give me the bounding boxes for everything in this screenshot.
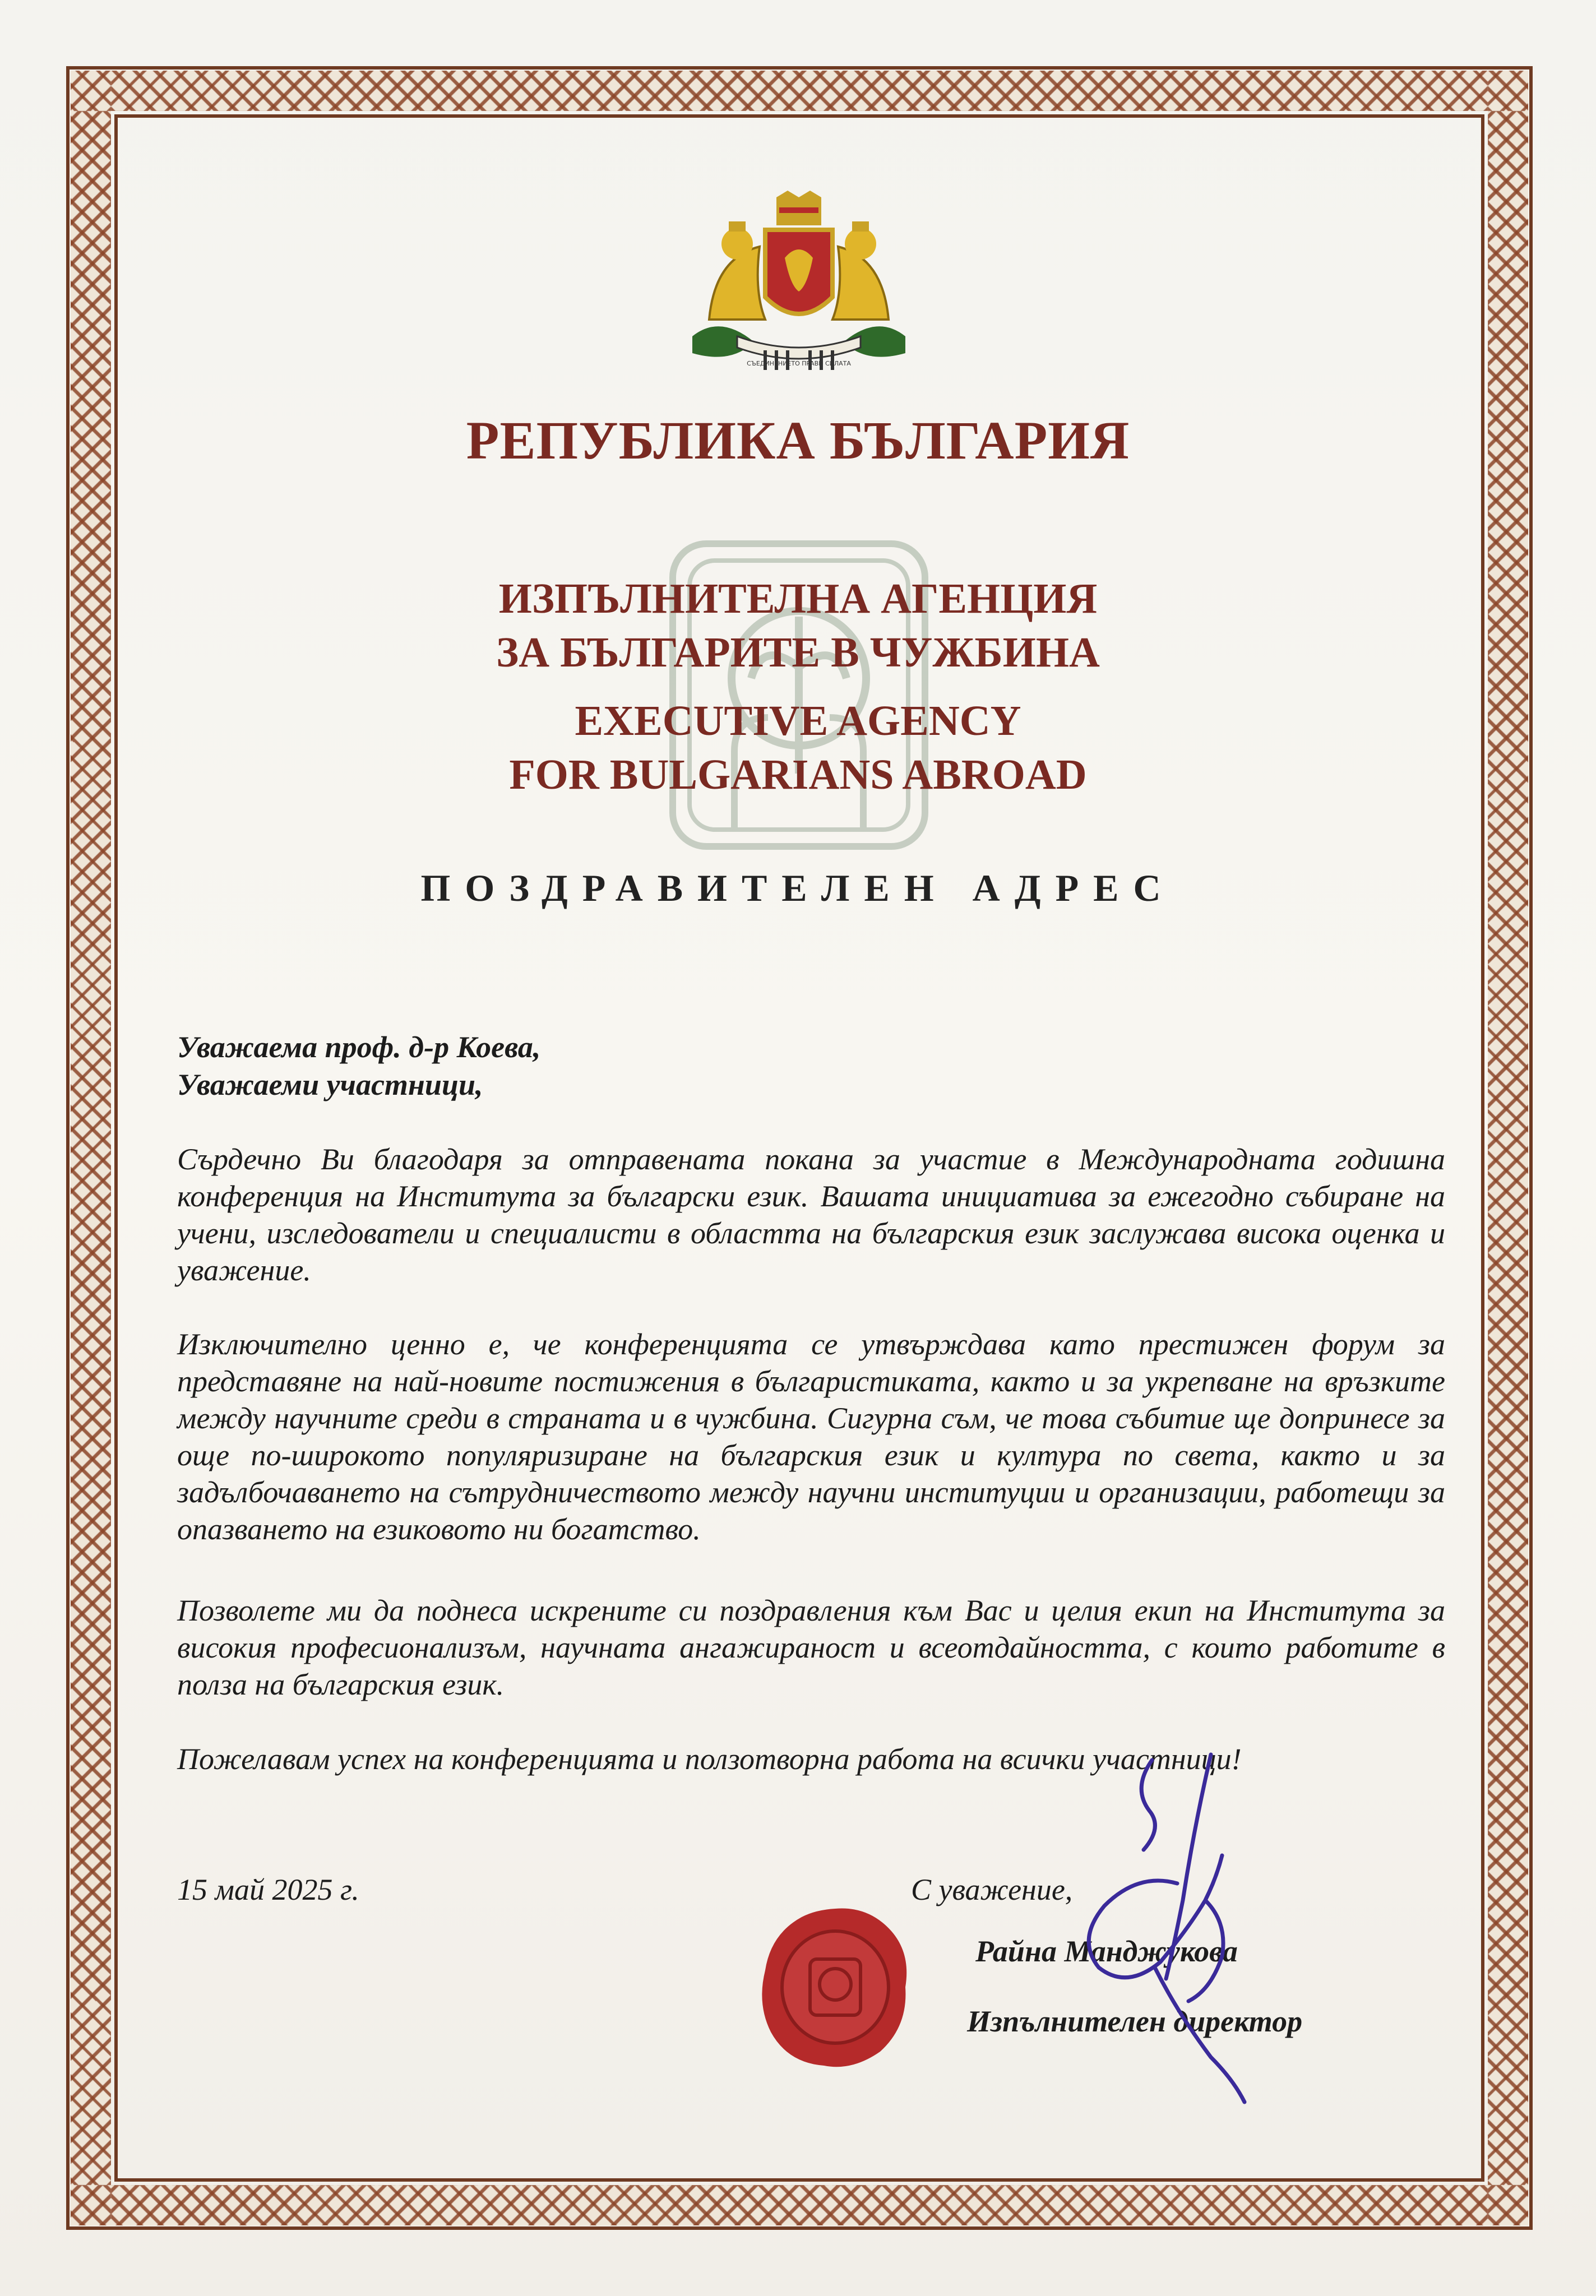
- paragraph-congratulations: Позволете ми да поднеса искрените си поздравления към Вас и целия екип на Института за високия професионализъм, научната ангажираност и всеотдайността, с които работите в полза на българския език.: [177, 1594, 1445, 1701]
- document-heading: ПОЗДРАВИТЕЛЕН АДРЕС: [420, 867, 1176, 909]
- paragraph-thanks: Сърдечно Ви благодаря за отправената покана за участие в Международната годишна конференция на Института за български език. Вашата инициатива за ежегодно събиране на учени, изследователи и специалисти в областта на българския език заслужава висока оценка и уважение.: [177, 1142, 1445, 1287]
- greeting-professor: Уважаема проф. д-р Коева,: [177, 1030, 541, 1064]
- agency-name-bg-line1: ИЗПЪЛНИТЕЛНА АГЕНЦИЯ: [498, 575, 1098, 622]
- coat-of-arms-motto: СЪЕДИНЕНИЕТО ПРАВИ СИЛАТА: [747, 360, 851, 367]
- greeting-participants: Уважаеми участници,: [177, 1068, 483, 1101]
- signer-position: Изпълнителен директор: [967, 2005, 1303, 2038]
- country-title: РЕПУБЛИКА БЪЛГАРИЯ: [466, 410, 1130, 470]
- agency-name-en-line1: EXECUTIVE AGENCY: [575, 697, 1021, 744]
- wax-seal-icon: [757, 1903, 914, 2071]
- agency-name-en-line2: FOR BULGARIANS ABROAD: [509, 751, 1087, 798]
- closing-regards: С уважение,: [911, 1873, 1073, 1906]
- paragraph-wishes: Пожелавам успех на конференцията и ползотворна работа на всички участници!: [177, 1742, 1242, 1776]
- signer-name: Райна Манджукова: [975, 1934, 1238, 1968]
- handwritten-signature: [1065, 1743, 1284, 2108]
- document-date: 15 май 2025 г.: [177, 1873, 359, 1906]
- paragraph-conference-value: Изключително ценно е, че конференцията се утвърждава като престижен форум за представяне на най-новите постижения в българистиката, както и за укрепване на връзките между научните среди в страната и в чужбина. Сигурна съм, че това събитие ще допринесе за още по-широкото популяризиране на българския език и култура по света, както и за задълбочаването на сътрудничеството между научни институции и организации, работещи за опазването на езиковото ни богатство.: [177, 1327, 1445, 1546]
- agency-name-bg-line2: ЗА БЪЛГАРИТЕ В ЧУЖБИНА: [496, 629, 1100, 676]
